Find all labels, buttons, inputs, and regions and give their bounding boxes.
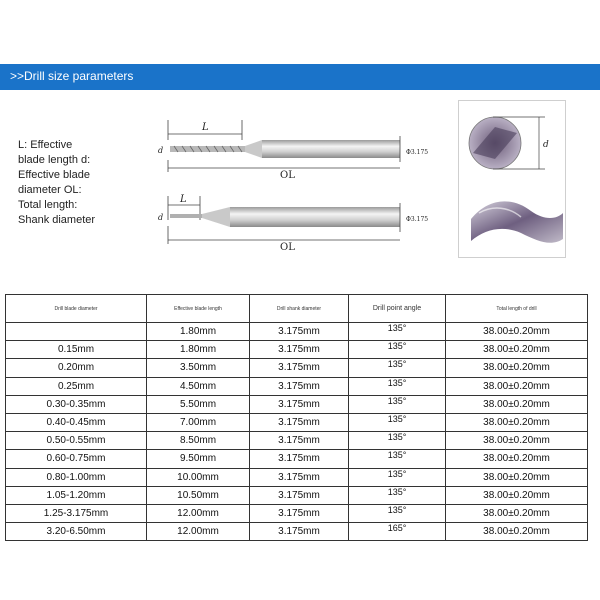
point-angle-cell: 135° xyxy=(349,395,446,413)
blade-length-cell: 10.50mm xyxy=(147,486,250,504)
drill-tip-illustration xyxy=(459,101,567,259)
blade-diameter-cell: 0.50-0.55mm xyxy=(6,432,147,450)
table-row xyxy=(6,504,588,522)
point-angle-cell: 165° xyxy=(349,523,446,541)
header-point-angle: Drill point angle xyxy=(349,295,446,323)
header-shank-diameter: Drill shank diameter xyxy=(250,295,349,323)
blade-diameter-cell: 0.80-1.00mm xyxy=(6,468,147,486)
total-length-cell: 38.00±0.20mm xyxy=(446,432,588,450)
total-length-cell: 38.00±0.20mm xyxy=(446,504,588,522)
blade-diameter-cell: 1.25-3.175mm xyxy=(6,504,147,522)
point-angle-cell: 135° xyxy=(349,450,446,468)
drill-drawings xyxy=(150,100,450,260)
point-angle-cell: 135° xyxy=(349,432,446,450)
blade-length-label: L xyxy=(180,194,187,205)
blade-length-cell: 12.00mm xyxy=(147,523,250,541)
table-row xyxy=(6,359,588,377)
section-title: >>Drill size parameters xyxy=(10,69,134,83)
total-length-cell: 38.00±0.20mm xyxy=(446,450,588,468)
shank-diameter-cell: 3.175mm xyxy=(250,323,349,341)
diameter-label: d xyxy=(158,146,164,155)
legend-line: Shank diameter xyxy=(18,214,96,226)
legend-line: Effective blade xyxy=(18,169,90,181)
point-angle-cell: 135° xyxy=(349,468,446,486)
shank-diameter-cell: 3.175mm xyxy=(250,468,349,486)
total-length-cell: 38.00±0.20mm xyxy=(446,359,588,377)
shank-diameter-cell: 3.175mm xyxy=(250,450,349,468)
point-angle-cell: 135° xyxy=(349,413,446,431)
shank-diameter-cell: 3.175mm xyxy=(250,359,349,377)
header-total-length: Total length of drill xyxy=(446,295,588,323)
total-length-cell: 38.00±0.20mm xyxy=(446,395,588,413)
blade-length-cell: 9.50mm xyxy=(147,450,250,468)
blade-diameter-cell: 0.15mm xyxy=(6,341,147,359)
diameter-label: d xyxy=(158,213,164,222)
shank-diameter-cell: 3.175mm xyxy=(250,432,349,450)
blade-diameter-cell: 0.30-0.35mm xyxy=(6,395,147,413)
overall-length-label: OL xyxy=(280,242,295,253)
table-row xyxy=(6,413,588,431)
total-length-cell: 38.00±0.20mm xyxy=(446,341,588,359)
shank-diameter-label: Φ3.175 xyxy=(406,216,429,223)
legend-line: diameter OL: xyxy=(18,184,82,196)
shank-diameter-cell: 3.175mm xyxy=(250,504,349,522)
blade-length-cell: 10.00mm xyxy=(147,468,250,486)
point-angle-cell: 135° xyxy=(349,504,446,522)
total-length-cell: 38.00±0.20mm xyxy=(446,413,588,431)
blade-length-cell: 12.00mm xyxy=(147,504,250,522)
long-blade-drill xyxy=(158,120,428,181)
blade-length-cell: 5.50mm xyxy=(147,395,250,413)
blade-length-cell: 3.50mm xyxy=(147,359,250,377)
shank-diameter-cell: 3.175mm xyxy=(250,486,349,504)
blade-length-cell: 7.00mm xyxy=(147,413,250,431)
shank-diameter-cell: 3.175mm xyxy=(250,341,349,359)
short-blade-drill xyxy=(158,194,428,253)
table-row xyxy=(6,432,588,450)
tip-diameter-label: d xyxy=(543,140,549,150)
table-row xyxy=(6,450,588,468)
blade-length-cell: 1.80mm xyxy=(147,341,250,359)
blade-diameter-cell: 1.05-1.20mm xyxy=(6,486,147,504)
total-length-cell: 38.00±0.20mm xyxy=(446,377,588,395)
blade-length-cell: 1.80mm xyxy=(147,323,250,341)
drill-tip-detail xyxy=(458,100,566,258)
point-angle-cell: 135° xyxy=(349,359,446,377)
table-row xyxy=(6,323,588,341)
drill-size-table xyxy=(5,294,588,541)
dimension-legend xyxy=(18,138,113,228)
blade-diameter-cell: 3.20-6.50mm xyxy=(6,523,147,541)
point-angle-cell: 135° xyxy=(349,486,446,504)
blade-length-label: L xyxy=(202,122,209,133)
header-blade-length: Effective blade length xyxy=(147,295,250,323)
table-row xyxy=(6,395,588,413)
blade-diameter-cell: 0.20mm xyxy=(6,359,147,377)
section-banner xyxy=(0,64,600,90)
legend-line: L: Effective xyxy=(18,139,73,151)
shank-diameter-cell: 3.175mm xyxy=(250,377,349,395)
blade-length-cell: 8.50mm xyxy=(147,432,250,450)
total-length-cell: 38.00±0.20mm xyxy=(446,323,588,341)
point-angle-cell: 135° xyxy=(349,323,446,341)
shank-diameter-label: Φ3.175 xyxy=(406,149,429,156)
point-angle-cell: 135° xyxy=(349,377,446,395)
overall-length-label: OL xyxy=(280,170,295,181)
blade-diameter-cell: 0.40-0.45mm xyxy=(6,413,147,431)
total-length-cell: 38.00±0.20mm xyxy=(446,468,588,486)
table-row xyxy=(6,468,588,486)
table-row xyxy=(6,486,588,504)
legend-line: blade length d: xyxy=(18,154,91,166)
shank-diameter-cell: 3.175mm xyxy=(250,395,349,413)
blade-diameter-cell: 0.60-0.75mm xyxy=(6,450,147,468)
legend-line: Total length: xyxy=(18,199,78,211)
point-angle-cell: 135° xyxy=(349,341,446,359)
shank-diameter-cell: 3.175mm xyxy=(250,523,349,541)
table-row xyxy=(6,341,588,359)
blade-diameter-cell: 0.25mm xyxy=(6,377,147,395)
table-row xyxy=(6,377,588,395)
blade-diameter-cell xyxy=(6,323,147,341)
blade-length-cell: 4.50mm xyxy=(147,377,250,395)
table-header-row xyxy=(6,295,588,323)
shank-diameter-cell: 3.175mm xyxy=(250,413,349,431)
table-row xyxy=(6,523,588,541)
total-length-cell: 38.00±0.20mm xyxy=(446,523,588,541)
total-length-cell: 38.00±0.20mm xyxy=(446,486,588,504)
header-blade-diameter: Drill blade diameter xyxy=(6,295,147,323)
